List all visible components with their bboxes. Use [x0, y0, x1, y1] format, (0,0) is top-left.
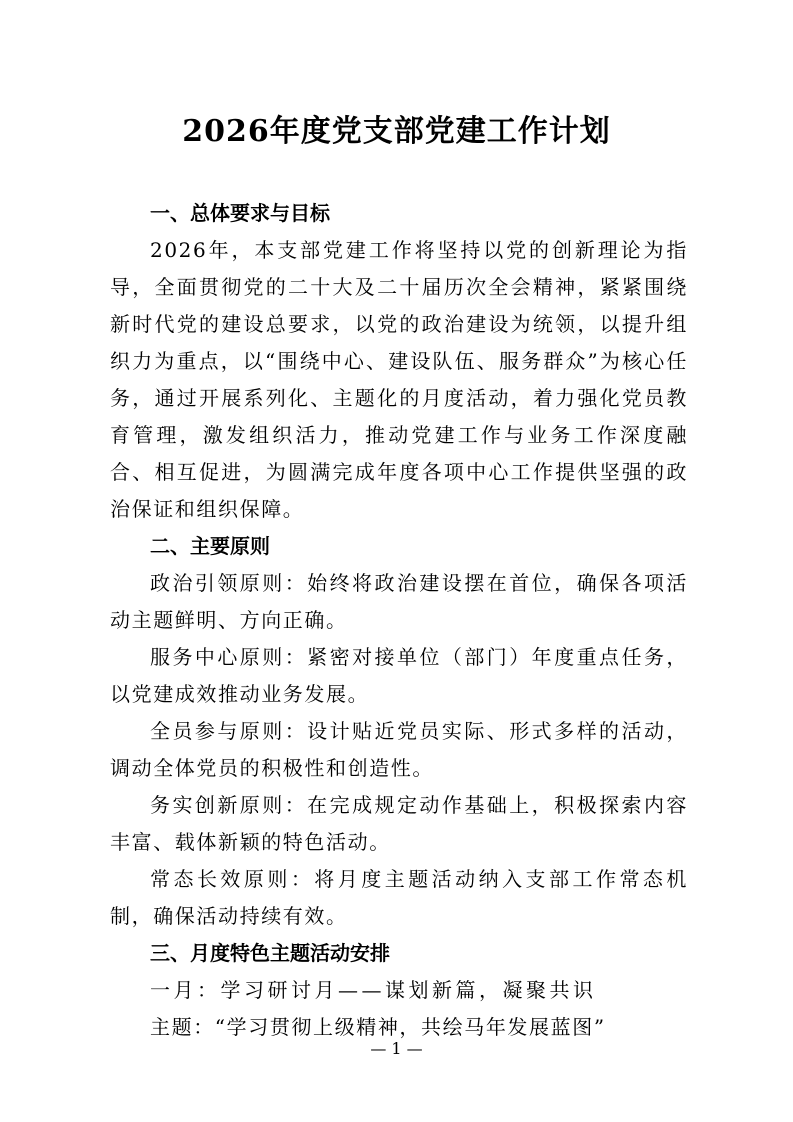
paragraph: 全员参与原则：设计贴近党员实际、形式多样的活动，调动全体党员的积极性和创造性。 — [110, 719, 688, 780]
section-general-requirements — [110, 195, 688, 528]
paragraph: 主题：“学习贯彻上级精神，共绘马年发展蓝图” — [150, 1015, 606, 1039]
paragraph: 2026年，本支部党建工作将坚持以党的创新理论为指导，全面贯彻党的二十大及二十届历次全会精神，紧紧围绕新时代党的建设总要求，以党的政治建设为统领，以提升组织力为重点，以“围绕中心、建设队伍、服务群众”为核心任务，通过开展系列化、主题化的月度活动，着力强化党员教育管理，激发组织活力，推动党建工作与业务工作深度融合、相互促进，为圆满完成年度各项中心工作提供坚强的政治保证和组织保障。 — [110, 238, 688, 521]
section-main-principles — [110, 528, 688, 935]
section-heading: 一、总体要求与目标 — [150, 201, 330, 225]
document-title: 2026年度党支部党建工作计划 — [182, 114, 611, 149]
paragraph: 政治引领原则：始终将政治建设摆在首位，确保各项活动主题鲜明、方向正确。 — [110, 571, 688, 632]
paragraph: 一月：学习研讨月——谋划新篇，凝聚共识 — [150, 978, 597, 1002]
document-body — [110, 195, 688, 1046]
paragraph: 务实创新原则：在完成规定动作基础上，积极探索内容丰富、载体新颖的特色活动。 — [110, 793, 688, 854]
paragraph: 服务中心原则：紧密对接单位（部门）年度重点任务，以党建成效推动业务发展。 — [110, 645, 688, 706]
paragraph: 常态长效原则：将月度主题活动纳入支部工作常态机制，确保活动持续有效。 — [110, 867, 688, 928]
section-monthly-activities — [110, 935, 688, 1046]
page-number: — 1 — — [370, 1039, 423, 1058]
section-heading: 三、月度特色主题活动安排 — [150, 941, 390, 965]
section-heading: 二、主要原则 — [150, 534, 270, 558]
